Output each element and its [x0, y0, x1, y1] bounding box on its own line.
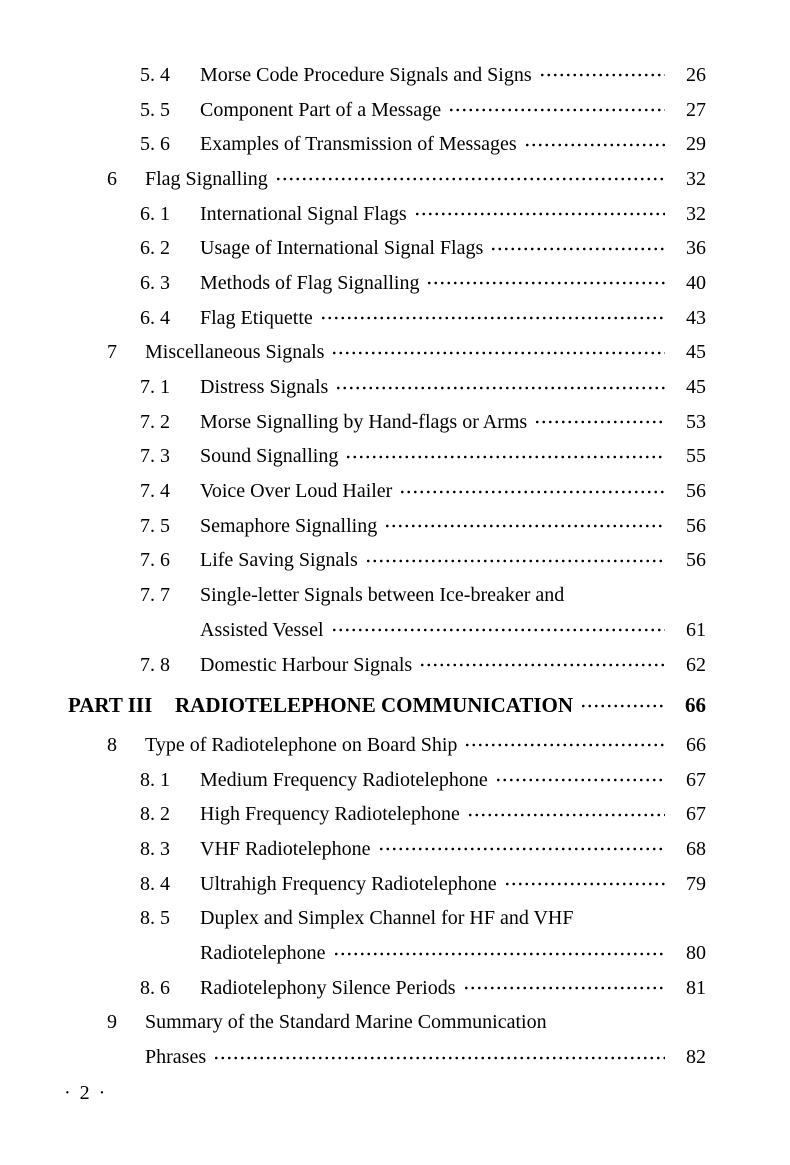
leader-dots — [213, 1048, 665, 1068]
leader-dots — [419, 655, 665, 675]
toc-entry — [68, 301, 706, 336]
entry-number: 9 — [107, 1011, 117, 1034]
entry-page: 26 — [686, 63, 706, 86]
toc-entry — [68, 58, 706, 93]
entry-title: Morse Signalling by Hand-flags or Arms — [200, 410, 528, 433]
entry-page: 45 — [686, 341, 706, 364]
toc-list — [68, 58, 706, 1075]
entry-title: Usage of International Signal Flags — [200, 237, 484, 260]
leader-dots — [464, 735, 665, 755]
leader-dots — [275, 169, 665, 189]
entry-page: 80 — [686, 942, 706, 965]
leader-dots — [399, 482, 665, 502]
entry-number: 8 — [107, 733, 117, 756]
entry-number: 7. 7 — [140, 584, 170, 607]
entry-number: 5. 5 — [140, 98, 170, 121]
toc-entry — [68, 231, 706, 266]
entry-number: 6. 1 — [140, 202, 170, 225]
entry-title: Ultrahigh Frequency Radiotelephone — [200, 872, 497, 895]
entry-number: 8. 2 — [140, 803, 170, 826]
entry-number: 6. 2 — [140, 237, 170, 260]
entry-title: Life Saving Signals — [200, 549, 358, 572]
toc-entry — [68, 578, 706, 613]
entry-title: Semaphore Signalling — [200, 514, 378, 537]
entry-page: 27 — [686, 98, 706, 121]
entry-title: Distress Signals — [200, 376, 329, 399]
entry-title: Sound Signalling — [200, 445, 339, 468]
entry-page: 53 — [686, 410, 706, 433]
entry-title: Component Part of a Message — [200, 98, 442, 121]
entry-title: Duplex and Simplex Channel for HF and VHF — [200, 907, 574, 930]
entry-number: PART III — [68, 693, 153, 718]
entry-title: Radiotelephone — [200, 942, 326, 965]
entry-number: 8. 5 — [140, 907, 170, 930]
entry-page: 43 — [686, 306, 706, 329]
toc-entry — [68, 648, 706, 683]
toc-entry — [68, 1040, 706, 1075]
toc-entry — [68, 763, 706, 798]
toc-entry — [68, 797, 706, 832]
entry-number: 7. 6 — [140, 549, 170, 572]
leader-dots — [414, 204, 665, 224]
leader-dots — [331, 620, 665, 640]
entry-page: 56 — [686, 514, 706, 537]
toc-entry — [68, 971, 706, 1006]
toc-entry — [68, 728, 706, 763]
entry-title: Morse Code Procedure Signals and Signs — [200, 63, 532, 86]
leader-dots — [331, 343, 665, 363]
entry-title: Summary of the Standard Marine Communication — [145, 1011, 547, 1034]
entry-number: 5. 4 — [140, 63, 170, 86]
toc-entry — [68, 902, 706, 937]
entry-page: 79 — [686, 872, 706, 895]
toc-entry — [68, 405, 706, 440]
toc-entry — [68, 613, 706, 648]
entry-page: 66 — [685, 693, 706, 718]
entry-title: Radiotelephony Silence Periods — [200, 976, 456, 999]
entry-page: 56 — [686, 480, 706, 503]
entry-page: 56 — [686, 549, 706, 572]
leader-dots — [524, 135, 665, 155]
entry-number: 8. 6 — [140, 976, 170, 999]
entry-title: Miscellaneous Signals — [145, 341, 325, 364]
toc-entry — [68, 936, 706, 971]
entry-number: 8. 1 — [140, 768, 170, 791]
leader-dots — [378, 839, 665, 859]
entry-page: 61 — [686, 618, 706, 641]
toc-entry — [68, 336, 706, 371]
entry-number: 5. 6 — [140, 133, 170, 156]
entry-title: Methods of Flag Signalling — [200, 271, 420, 294]
entry-page: 36 — [686, 237, 706, 260]
toc-entry — [68, 440, 706, 475]
entry-page: 62 — [686, 653, 706, 676]
entry-title: VHF Radiotelephone — [200, 837, 371, 860]
toc-entry — [68, 162, 706, 197]
leader-dots — [345, 447, 665, 467]
toc-entry — [68, 544, 706, 579]
entry-number: 7 — [107, 341, 117, 364]
toc-entry — [68, 1006, 706, 1041]
toc-entry — [68, 93, 706, 128]
entry-page: 67 — [686, 768, 706, 791]
toc-entry — [68, 197, 706, 232]
toc-entry — [68, 867, 706, 902]
entry-title: Medium Frequency Radiotelephone — [200, 768, 488, 791]
leader-dots — [448, 100, 665, 120]
leader-dots — [384, 516, 665, 536]
leader-dots — [320, 308, 665, 328]
leader-dots — [495, 770, 665, 790]
toc-entry — [68, 688, 706, 723]
leader-dots — [504, 874, 665, 894]
entry-title: Flag Signalling — [145, 167, 268, 190]
entry-page: 45 — [686, 376, 706, 399]
toc-entry — [68, 266, 706, 301]
entry-title: Flag Etiquette — [200, 306, 313, 329]
leader-dots — [539, 65, 665, 85]
entry-number: 7. 5 — [140, 514, 170, 537]
entry-title: RADIOTELEPHONE COMMUNICATION — [175, 693, 574, 718]
entry-number: 8. 4 — [140, 872, 170, 895]
entry-title: Phrases — [145, 1046, 207, 1069]
entry-page: 67 — [686, 803, 706, 826]
entry-page: 82 — [686, 1046, 706, 1069]
entry-number: 7. 2 — [140, 410, 170, 433]
leader-dots — [467, 805, 665, 825]
entry-title: Assisted Vessel — [200, 618, 324, 641]
leader-dots — [333, 944, 665, 964]
leader-dots — [534, 412, 665, 432]
entry-page: 66 — [686, 733, 706, 756]
entry-page: 29 — [686, 133, 706, 156]
toc-entry — [68, 832, 706, 867]
entry-number: 6. 3 — [140, 271, 170, 294]
toc-entry — [68, 370, 706, 405]
entry-title: International Signal Flags — [200, 202, 407, 225]
leader-dots — [335, 378, 665, 398]
leader-dots — [426, 273, 665, 293]
entry-page: 81 — [686, 976, 706, 999]
entry-number: 7. 3 — [140, 445, 170, 468]
entry-number: 7. 4 — [140, 480, 170, 503]
entry-title: Type of Radiotelephone on Board Ship — [145, 733, 458, 756]
leader-dots — [580, 696, 665, 716]
leader-dots — [365, 551, 665, 571]
entry-page: 40 — [686, 271, 706, 294]
entry-number: 6. 4 — [140, 306, 170, 329]
toc-entry — [68, 474, 706, 509]
entry-page: 55 — [686, 445, 706, 468]
toc-entry — [68, 509, 706, 544]
leader-dots — [463, 978, 665, 998]
entry-title: Examples of Transmission of Messages — [200, 133, 517, 156]
page-number-footer: · 2 · — [64, 1082, 108, 1104]
entry-title: Voice Over Loud Hailer — [200, 480, 393, 503]
entry-page: 68 — [686, 837, 706, 860]
entry-number: 6 — [107, 167, 117, 190]
entry-number: 8. 3 — [140, 837, 170, 860]
entry-number: 7. 1 — [140, 376, 170, 399]
leader-dots — [490, 239, 665, 259]
entry-title: High Frequency Radiotelephone — [200, 803, 460, 826]
toc-entry — [68, 127, 706, 162]
entry-title: Domestic Harbour Signals — [200, 653, 413, 676]
entry-page: 32 — [686, 167, 706, 190]
entry-title: Single-letter Signals between Ice-breaker and — [200, 584, 565, 607]
entry-number: 7. 8 — [140, 653, 170, 676]
entry-page: 32 — [686, 202, 706, 225]
